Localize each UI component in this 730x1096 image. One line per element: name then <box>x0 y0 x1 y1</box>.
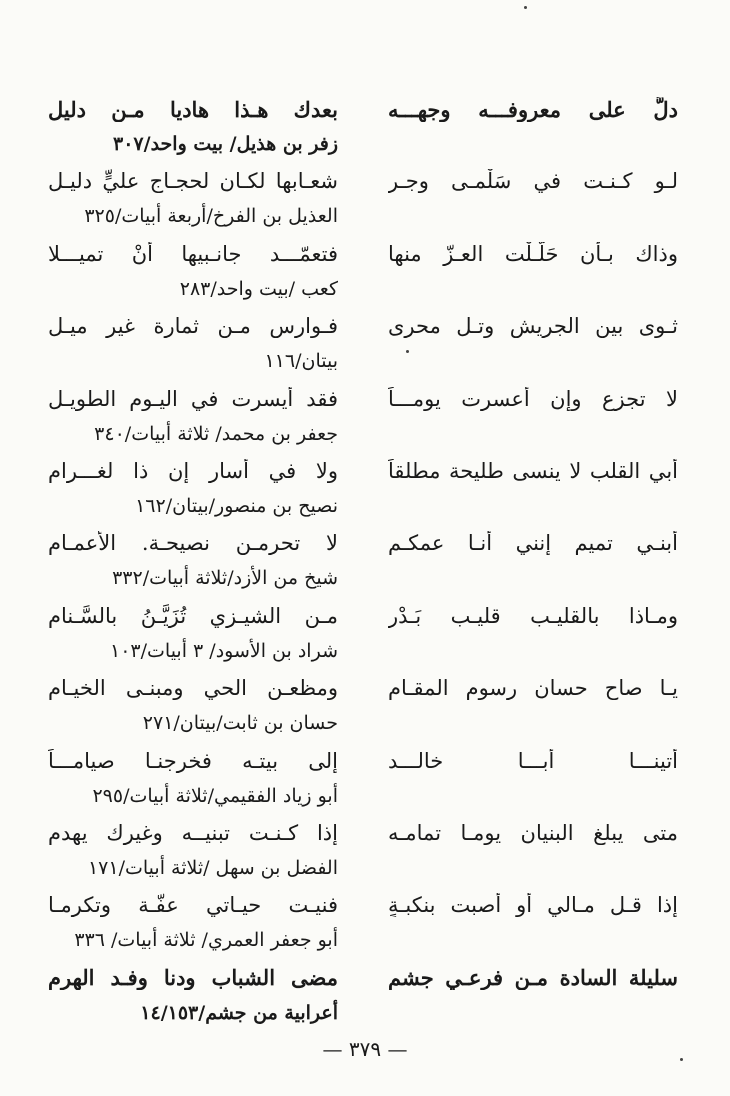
verse-source: نصيح بن منصور/بيتان/١٦٢ <box>135 494 338 517</box>
verse-entry <box>48 888 678 960</box>
second-hemistich: إذا كـنـت تبنيــه وغيرك يهدم <box>48 820 338 845</box>
verse-line <box>48 237 678 271</box>
second-hemistich: مـن الشيـزي تُزَيَّـنُ بالسَّـنام <box>48 603 338 628</box>
first-hemistich: متى يبلغ البنيان يومـا تمامـه <box>388 820 678 845</box>
first-hemistich: سليلة السادة مـن فرعـي جشم <box>388 965 678 991</box>
verse-line <box>48 164 678 198</box>
verse-source: أبو جعفر العمري/ ثلاثة أبيات/ ٣٣٦ <box>74 929 338 952</box>
page-speck <box>524 6 527 9</box>
first-hemistich: أبي القلب لا ينسى طليحة مطلقاً <box>388 458 678 483</box>
first-hemistich: إذا قـل مـالي أو أصبت بنكبـةٍ <box>388 893 678 918</box>
second-hemistich: فـوارس مـن ثمارة غير ميـل <box>48 314 338 339</box>
verse-line <box>48 744 678 778</box>
verse-entry <box>48 382 678 454</box>
verse-entry <box>48 454 678 526</box>
second-hemistich: شعـابها لكـان لحجـاج عليٍّ دليـل <box>48 169 338 194</box>
verse-source: أبو زياد الفقيمي/ثلاثة أبيات/٢٩٥ <box>92 784 338 807</box>
verse-line <box>48 671 678 705</box>
verse-entry <box>48 744 678 816</box>
verse-line <box>48 526 678 560</box>
first-hemistich: لا تجزع وإن أعسرت يومـــاً <box>388 386 678 411</box>
verse-source: شراد بن الأسود/ ٣ أبيات/١٠٣ <box>110 639 338 662</box>
second-hemistich: لا تحرمـن نصيحـة. الأعمـام <box>48 531 338 556</box>
verse-entry <box>48 816 678 888</box>
verse-source: الفضل بن سهل /ثلاثة أبيات/١٧١ <box>87 856 338 879</box>
verse-entry <box>48 671 678 743</box>
verse-source: كعب /بيت واحد/٢٨٣ <box>179 277 338 300</box>
verse-entry <box>48 164 678 236</box>
verse-line <box>48 816 678 850</box>
verse-source: حسان بن ثابت/بيتان/٢٧١ <box>142 712 338 735</box>
verse-index <box>48 92 678 1033</box>
verse-line <box>48 309 678 343</box>
page-number: — ٣٧٩ — <box>322 1037 408 1061</box>
verse-entry <box>48 92 678 164</box>
verse-entry <box>48 599 678 671</box>
first-hemistich: أتينـــا أبـــا خالـــد <box>388 748 678 773</box>
verse-source: العذيل بن الفرخ/أربعة أبيات/٣٢٥ <box>84 205 338 228</box>
second-hemistich: فنيـت حيـاتي عفّـة وتكرمـا <box>48 893 338 918</box>
second-hemistich: مضى الشباب ودنا وفـد الهرم <box>48 965 338 991</box>
verse-source: زفر بن هذيل/ بيت واحد/٣٠٧ <box>113 133 338 155</box>
verse-line <box>48 961 678 995</box>
first-hemistich: وذاك بـأن حَلَّـلْت العـزّ منها <box>388 241 678 266</box>
first-hemistich: ثـوى بين الجريش وتـل محرى <box>388 314 678 339</box>
verse-source: جعفر بن محمد/ ثلاثة أبيات/٣٤٠ <box>94 422 338 445</box>
second-hemistich: بعدك هـذا هاديا مـن دليل <box>48 96 338 122</box>
second-hemistich: ولا في أسارٍ إن ذا لغـــرام <box>48 458 338 483</box>
second-hemistich: ومظعـن الحي ومبنـى الخيـام <box>48 676 338 701</box>
verse-line <box>48 454 678 488</box>
verse-source: شيخ من الأزد/ثلاثة أبيات/٣٣٢ <box>112 567 338 590</box>
verse-line <box>48 888 678 922</box>
second-hemistich: فقد أيسرت في اليـوم الطويـل <box>48 386 338 411</box>
verse-entry <box>48 237 678 309</box>
first-hemistich: دلَّ على معروفـــه وجهـــه <box>388 96 678 122</box>
verse-source: بيتان/١١٦ <box>264 350 338 373</box>
verse-line <box>48 92 678 126</box>
first-hemistich: ومـاذا بالقليـب قليـب بَـدْر <box>388 603 678 628</box>
first-hemistich: يـا صاح حسان رسوم المقـام <box>388 676 678 701</box>
verse-line <box>48 382 678 416</box>
verse-entry <box>48 961 678 1033</box>
first-hemistich: لـو كـنـت في سَلْمـى وجـر <box>388 169 678 194</box>
verse-entry <box>48 309 678 381</box>
second-hemistich: فتعمّـــد جانـبيها أنْ تميـــلا <box>48 241 338 266</box>
verse-line <box>48 599 678 633</box>
verse-entry <box>48 526 678 598</box>
second-hemistich: إلى بيتـه فخرجنـا صيامـــاً <box>48 748 338 773</box>
first-hemistich: أبنـي تميم إنني أنـا عمكـم <box>388 531 678 556</box>
verse-source: أعرابية من جشم/١٤/١٥٣ <box>140 1001 338 1024</box>
